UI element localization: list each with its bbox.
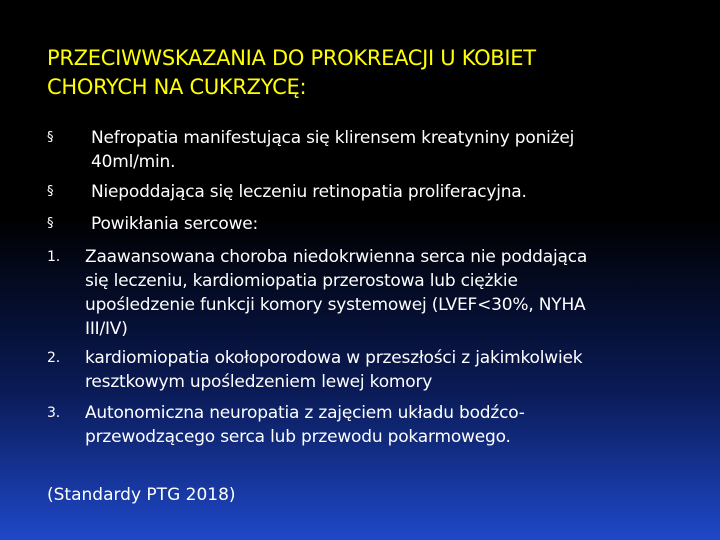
slide-title-line-2: CHORYCH NA CUKRZYCĘ:: [47, 75, 307, 99]
bullet-marker: §: [47, 216, 54, 231]
numbered-text-line: resztkowym upośledzeniem lewej komory: [85, 372, 433, 392]
numbered-text-line: kardiomiopatia okołoporodowa w przeszłości z jakimkolwiek: [85, 348, 583, 368]
bullet-item: [47, 180, 687, 204]
numbered-text-line: się leczeniu, kardiomiopatia przerostowa lub ciężkie: [85, 271, 518, 291]
numbered-text-line: Autonomiczna neuropatia z zajęciem układu bodźco-: [85, 403, 525, 423]
numbered-text-line: upośledzenie funkcji komory systemowej (LVEF<30%, NYHA: [85, 295, 586, 315]
slide-title: [47, 44, 687, 102]
bullet-item: [47, 126, 687, 174]
source-citation: (Standardy PTG 2018): [47, 485, 236, 505]
bullet-marker: §: [47, 130, 54, 145]
bullet-text-line: Nefropatia manifestująca się klirensem kreatyniny poniżej: [91, 128, 575, 148]
bullet-text-line: 40ml/min.: [91, 152, 176, 172]
numbered-item: [47, 346, 687, 394]
item-number: 3.: [47, 405, 60, 421]
item-number: 1.: [47, 249, 60, 265]
numbered-text-line: Zaawansowana choroba niedokrwienna serca nie poddająca: [85, 247, 588, 267]
numbered-text-line: przewodzącego serca lub przewodu pokarmowego.: [85, 427, 511, 447]
bullet-marker: §: [47, 184, 54, 199]
numbered-item: [47, 401, 687, 449]
numbered-item: [47, 245, 687, 341]
slide-title-line-1: PRZECIWWSKAZANIA DO PROKREACJI U KOBIET: [47, 46, 536, 70]
bullet-text-line: Niepoddająca się leczeniu retinopatia proliferacyjna.: [91, 182, 527, 202]
bullet-text-line: Powikłania sercowe:: [91, 214, 259, 234]
numbered-text-line: III/IV): [85, 319, 128, 339]
bullet-item: [47, 212, 687, 236]
item-number: 2.: [47, 350, 60, 366]
